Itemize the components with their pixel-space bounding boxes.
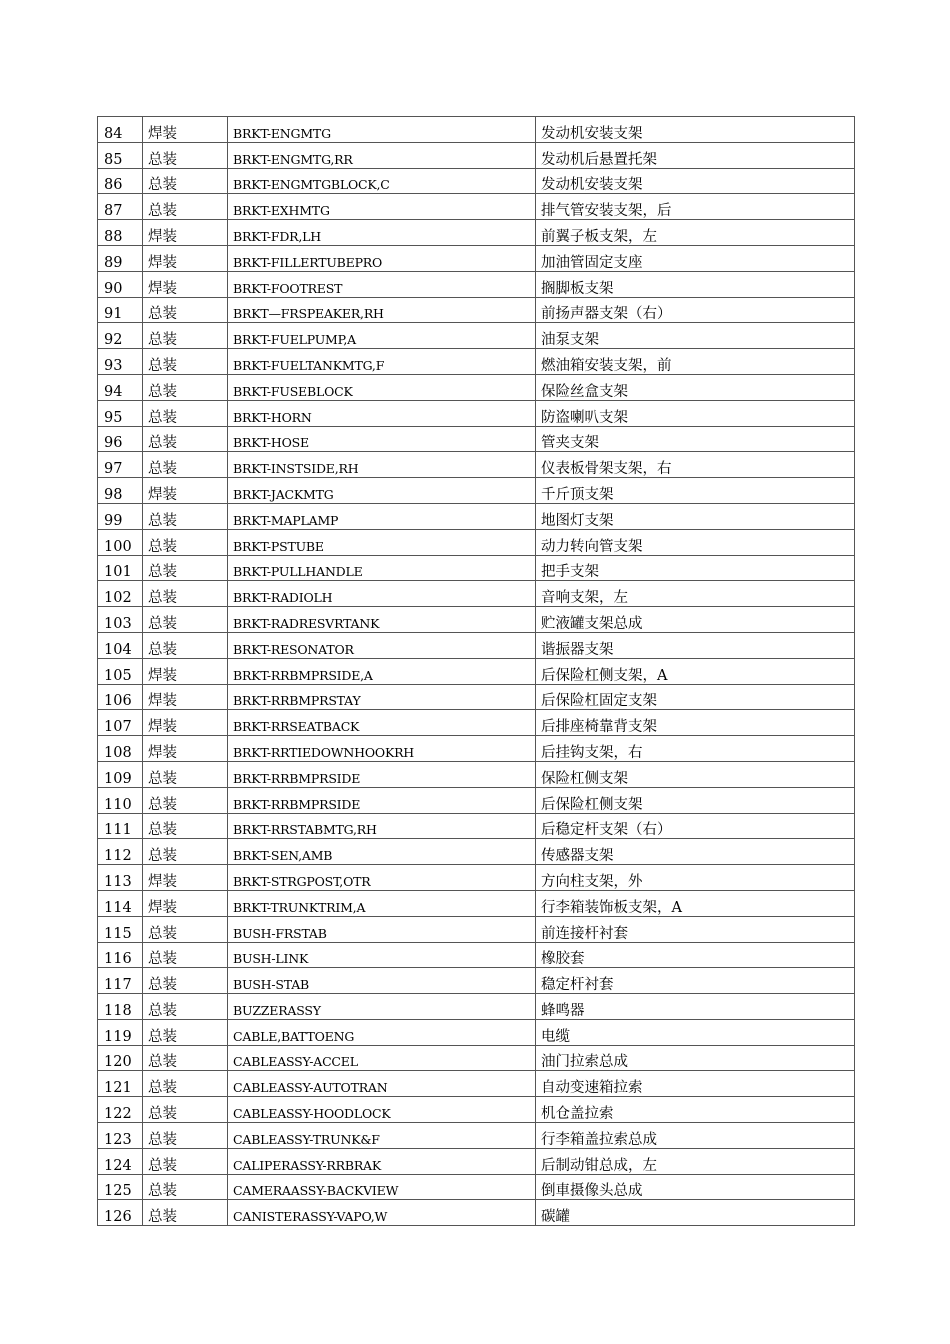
- part-name-cell: 千斤顶支架: [536, 478, 855, 504]
- table-row: [98, 349, 855, 375]
- part-code-cell: BRKT-RRBMPRSIDE,A: [228, 658, 536, 684]
- row-number: 116: [98, 942, 143, 968]
- part-code-cell: BRKT-STRGPOST,OTR: [228, 865, 536, 891]
- table-row: [98, 839, 855, 865]
- table-row: [98, 271, 855, 297]
- part-code-cell: BRKT-PSTUBE: [228, 529, 536, 555]
- part-name-cell: 行李箱装饰板支架，A: [536, 890, 855, 916]
- part-code-cell: BRKT-FOOTREST: [228, 271, 536, 297]
- table-row: [98, 865, 855, 891]
- table-row: [98, 632, 855, 658]
- process-cell: 总装: [143, 349, 228, 375]
- part-name-cell: 后制动钳总成，左: [536, 1148, 855, 1174]
- part-name-cell: 油门拉索总成: [536, 1045, 855, 1071]
- process-cell: 焊装: [143, 684, 228, 710]
- row-number: 107: [98, 710, 143, 736]
- table-row: [98, 813, 855, 839]
- process-cell: 总装: [143, 1200, 228, 1226]
- row-number: 108: [98, 736, 143, 762]
- process-cell: 总装: [143, 994, 228, 1020]
- row-number: 113: [98, 865, 143, 891]
- table-row: [98, 968, 855, 994]
- part-name-cell: 防盗喇叭支架: [536, 400, 855, 426]
- part-name-cell: 贮液罐支架总成: [536, 607, 855, 633]
- row-number: 93: [98, 349, 143, 375]
- row-number: 103: [98, 607, 143, 633]
- part-name-cell: 管夹支架: [536, 426, 855, 452]
- row-number: 96: [98, 426, 143, 452]
- part-name-cell: 发动机安装支架: [536, 168, 855, 194]
- process-cell: 总装: [143, 1174, 228, 1200]
- process-cell: 总装: [143, 374, 228, 400]
- process-cell: 总装: [143, 1019, 228, 1045]
- process-cell: 总装: [143, 1097, 228, 1123]
- row-number: 101: [98, 555, 143, 581]
- process-cell: 焊装: [143, 220, 228, 246]
- row-number: 87: [98, 194, 143, 220]
- table-row: [98, 529, 855, 555]
- table-row: [98, 994, 855, 1020]
- row-number: 88: [98, 220, 143, 246]
- table-row: [98, 607, 855, 633]
- process-cell: 总装: [143, 168, 228, 194]
- row-number: 123: [98, 1123, 143, 1149]
- part-code-cell: CABLEASSY-ACCEL: [228, 1045, 536, 1071]
- row-number: 90: [98, 271, 143, 297]
- table-row: [98, 1097, 855, 1123]
- part-code-cell: BRKT-RADRESVRTANK: [228, 607, 536, 633]
- part-name-cell: 行李箱盖拉索总成: [536, 1123, 855, 1149]
- part-name-cell: 后保险杠固定支架: [536, 684, 855, 710]
- process-cell: 焊装: [143, 245, 228, 271]
- part-name-cell: 动力转向管支架: [536, 529, 855, 555]
- row-number: 122: [98, 1097, 143, 1123]
- table-row: [98, 1174, 855, 1200]
- process-cell: 总装: [143, 839, 228, 865]
- part-code-cell: BRKT-FILLERTUBEPRO: [228, 245, 536, 271]
- part-code-cell: CABLEASSY-AUTOTRAN: [228, 1071, 536, 1097]
- process-cell: 焊装: [143, 890, 228, 916]
- process-cell: 总装: [143, 1071, 228, 1097]
- table-row: [98, 890, 855, 916]
- table-row: [98, 942, 855, 968]
- part-name-cell: 后保险杠侧支架，A: [536, 658, 855, 684]
- part-name-cell: 后保险杠侧支架: [536, 787, 855, 813]
- part-name-cell: 加油管固定支座: [536, 245, 855, 271]
- process-cell: 总装: [143, 761, 228, 787]
- row-number: 94: [98, 374, 143, 400]
- row-number: 97: [98, 452, 143, 478]
- part-name-cell: 后挂钩支架，右: [536, 736, 855, 762]
- row-number: 100: [98, 529, 143, 555]
- table-row: [98, 426, 855, 452]
- part-code-cell: BRKT-FUELTANKMTG,F: [228, 349, 536, 375]
- process-cell: 总装: [143, 142, 228, 168]
- process-cell: 总装: [143, 194, 228, 220]
- process-cell: 总装: [143, 400, 228, 426]
- part-code-cell: CAMERAASSY-BACKVIEW: [228, 1174, 536, 1200]
- part-name-cell: 传感器支架: [536, 839, 855, 865]
- part-code-cell: CALIPERASSY-RRBRAK: [228, 1148, 536, 1174]
- table-row: [98, 194, 855, 220]
- row-number: 98: [98, 478, 143, 504]
- process-cell: 总装: [143, 426, 228, 452]
- row-number: 91: [98, 297, 143, 323]
- part-name-cell: 燃油箱安装支架，前: [536, 349, 855, 375]
- parts-table: [97, 116, 855, 1226]
- part-code-cell: CABLEASSY-HOODLOCK: [228, 1097, 536, 1123]
- part-name-cell: 前扬声器支架（右）: [536, 297, 855, 323]
- part-code-cell: BRKT-SEN,AMB: [228, 839, 536, 865]
- part-code-cell: BRKT-TRUNKTRIM,A: [228, 890, 536, 916]
- process-cell: 总装: [143, 503, 228, 529]
- part-name-cell: 电缆: [536, 1019, 855, 1045]
- table-row: [98, 787, 855, 813]
- row-number: 104: [98, 632, 143, 658]
- row-number: 112: [98, 839, 143, 865]
- part-code-cell: BRKT-INSTSIDE,RH: [228, 452, 536, 478]
- part-name-cell: 后稳定杆支架（右）: [536, 813, 855, 839]
- part-name-cell: 稳定杆衬套: [536, 968, 855, 994]
- process-cell: 总装: [143, 916, 228, 942]
- part-name-cell: 碳罐: [536, 1200, 855, 1226]
- table-row: [98, 710, 855, 736]
- part-code-cell: BUSH-LINK: [228, 942, 536, 968]
- part-code-cell: BRKT—FRSPEAKER,RH: [228, 297, 536, 323]
- table-row: [98, 1019, 855, 1045]
- row-number: 105: [98, 658, 143, 684]
- table-row: [98, 1045, 855, 1071]
- process-cell: 总装: [143, 323, 228, 349]
- part-name-cell: 倒車摄像头总成: [536, 1174, 855, 1200]
- table-row: [98, 1123, 855, 1149]
- part-code-cell: BRKT-RRTIEDOWNHOOKRH: [228, 736, 536, 762]
- row-number: 84: [98, 117, 143, 143]
- part-name-cell: 蜂鸣器: [536, 994, 855, 1020]
- part-name-cell: 前连接杆衬套: [536, 916, 855, 942]
- part-name-cell: 橡胶套: [536, 942, 855, 968]
- table-row: [98, 761, 855, 787]
- part-code-cell: BRKT-FUSEBLOCK: [228, 374, 536, 400]
- table-row: [98, 478, 855, 504]
- table-row: [98, 245, 855, 271]
- process-cell: 总装: [143, 632, 228, 658]
- table-row: [98, 452, 855, 478]
- parts-table-body: [98, 117, 855, 1226]
- process-cell: 焊装: [143, 117, 228, 143]
- part-code-cell: CANISTERASSY-VAPO,W: [228, 1200, 536, 1226]
- row-number: 111: [98, 813, 143, 839]
- table-row: [98, 323, 855, 349]
- part-code-cell: BRKT-FUELPUMP,A: [228, 323, 536, 349]
- row-number: 124: [98, 1148, 143, 1174]
- process-cell: 总装: [143, 787, 228, 813]
- table-row: [98, 142, 855, 168]
- row-number: 92: [98, 323, 143, 349]
- row-number: 99: [98, 503, 143, 529]
- process-cell: 总装: [143, 968, 228, 994]
- table-row: [98, 684, 855, 710]
- part-code-cell: BRKT-ENGMTGBLOCK,C: [228, 168, 536, 194]
- row-number: 102: [98, 581, 143, 607]
- process-cell: 焊装: [143, 710, 228, 736]
- part-code-cell: BRKT-RRBMPRSIDE: [228, 761, 536, 787]
- part-code-cell: BRKT-RESONATOR: [228, 632, 536, 658]
- process-cell: 总装: [143, 581, 228, 607]
- row-number: 109: [98, 761, 143, 787]
- process-cell: 总装: [143, 813, 228, 839]
- part-code-cell: BUSH-STAB: [228, 968, 536, 994]
- row-number: 119: [98, 1019, 143, 1045]
- process-cell: 总装: [143, 942, 228, 968]
- process-cell: 总装: [143, 1045, 228, 1071]
- row-number: 110: [98, 787, 143, 813]
- process-cell: 焊装: [143, 865, 228, 891]
- table-row: [98, 220, 855, 246]
- row-number: 118: [98, 994, 143, 1020]
- part-code-cell: BRKT-EXHMTG: [228, 194, 536, 220]
- part-name-cell: 发动机安装支架: [536, 117, 855, 143]
- part-name-cell: 仪表板骨架支架，右: [536, 452, 855, 478]
- table-row: [98, 581, 855, 607]
- part-code-cell: BRKT-RRSTABMTG,RH: [228, 813, 536, 839]
- part-name-cell: 后排座椅靠背支架: [536, 710, 855, 736]
- row-number: 125: [98, 1174, 143, 1200]
- part-name-cell: 排气管安装支架，后: [536, 194, 855, 220]
- part-name-cell: 保险杠侧支架: [536, 761, 855, 787]
- process-cell: 焊装: [143, 478, 228, 504]
- table-row: [98, 400, 855, 426]
- part-code-cell: BUZZERASSY: [228, 994, 536, 1020]
- part-name-cell: 把手支架: [536, 555, 855, 581]
- row-number: 117: [98, 968, 143, 994]
- process-cell: 总装: [143, 452, 228, 478]
- table-row: [98, 1148, 855, 1174]
- row-number: 121: [98, 1071, 143, 1097]
- part-code-cell: BRKT-JACKMTG: [228, 478, 536, 504]
- table-row: [98, 374, 855, 400]
- table-row: [98, 1071, 855, 1097]
- row-number: 114: [98, 890, 143, 916]
- row-number: 89: [98, 245, 143, 271]
- part-code-cell: BRKT-RRBMPRSIDE: [228, 787, 536, 813]
- part-code-cell: CABLE,BATTOENG: [228, 1019, 536, 1045]
- table-row: [98, 916, 855, 942]
- part-name-cell: 机仓盖拉索: [536, 1097, 855, 1123]
- table-row: [98, 736, 855, 762]
- part-code-cell: BRKT-HOSE: [228, 426, 536, 452]
- part-code-cell: BRKT-PULLHANDLE: [228, 555, 536, 581]
- table-row: [98, 658, 855, 684]
- row-number: 85: [98, 142, 143, 168]
- part-name-cell: 油泵支架: [536, 323, 855, 349]
- part-code-cell: CABLEASSY-TRUNK&F: [228, 1123, 536, 1149]
- part-name-cell: 搁脚板支架: [536, 271, 855, 297]
- part-name-cell: 方向柱支架，外: [536, 865, 855, 891]
- row-number: 115: [98, 916, 143, 942]
- part-name-cell: 发动机后悬置托架: [536, 142, 855, 168]
- part-code-cell: BUSH-FRSTAB: [228, 916, 536, 942]
- table-row: [98, 555, 855, 581]
- part-code-cell: BRKT-ENGMTG: [228, 117, 536, 143]
- part-code-cell: BRKT-RADIOLH: [228, 581, 536, 607]
- process-cell: 总装: [143, 529, 228, 555]
- row-number: 120: [98, 1045, 143, 1071]
- row-number: 86: [98, 168, 143, 194]
- part-name-cell: 自动变速箱拉索: [536, 1071, 855, 1097]
- table-row: [98, 503, 855, 529]
- table-row: [98, 297, 855, 323]
- part-name-cell: 前翼子板支架，左: [536, 220, 855, 246]
- process-cell: 总装: [143, 555, 228, 581]
- table-row: [98, 168, 855, 194]
- process-cell: 总装: [143, 1123, 228, 1149]
- process-cell: 总装: [143, 607, 228, 633]
- process-cell: 总装: [143, 1148, 228, 1174]
- row-number: 126: [98, 1200, 143, 1226]
- process-cell: 焊装: [143, 736, 228, 762]
- part-name-cell: 保险丝盒支架: [536, 374, 855, 400]
- row-number: 106: [98, 684, 143, 710]
- table-row: [98, 1200, 855, 1226]
- process-cell: 焊装: [143, 658, 228, 684]
- part-code-cell: BRKT-RRSEATBACK: [228, 710, 536, 736]
- part-code-cell: BRKT-HORN: [228, 400, 536, 426]
- table-row: [98, 117, 855, 143]
- process-cell: 总装: [143, 297, 228, 323]
- part-name-cell: 音响支架，左: [536, 581, 855, 607]
- process-cell: 焊装: [143, 271, 228, 297]
- row-number: 95: [98, 400, 143, 426]
- part-code-cell: BRKT-RRBMPRSTAY: [228, 684, 536, 710]
- part-code-cell: BRKT-FDR,LH: [228, 220, 536, 246]
- part-name-cell: 谐振器支架: [536, 632, 855, 658]
- part-code-cell: BRKT-MAPLAMP: [228, 503, 536, 529]
- part-code-cell: BRKT-ENGMTG,RR: [228, 142, 536, 168]
- part-name-cell: 地图灯支架: [536, 503, 855, 529]
